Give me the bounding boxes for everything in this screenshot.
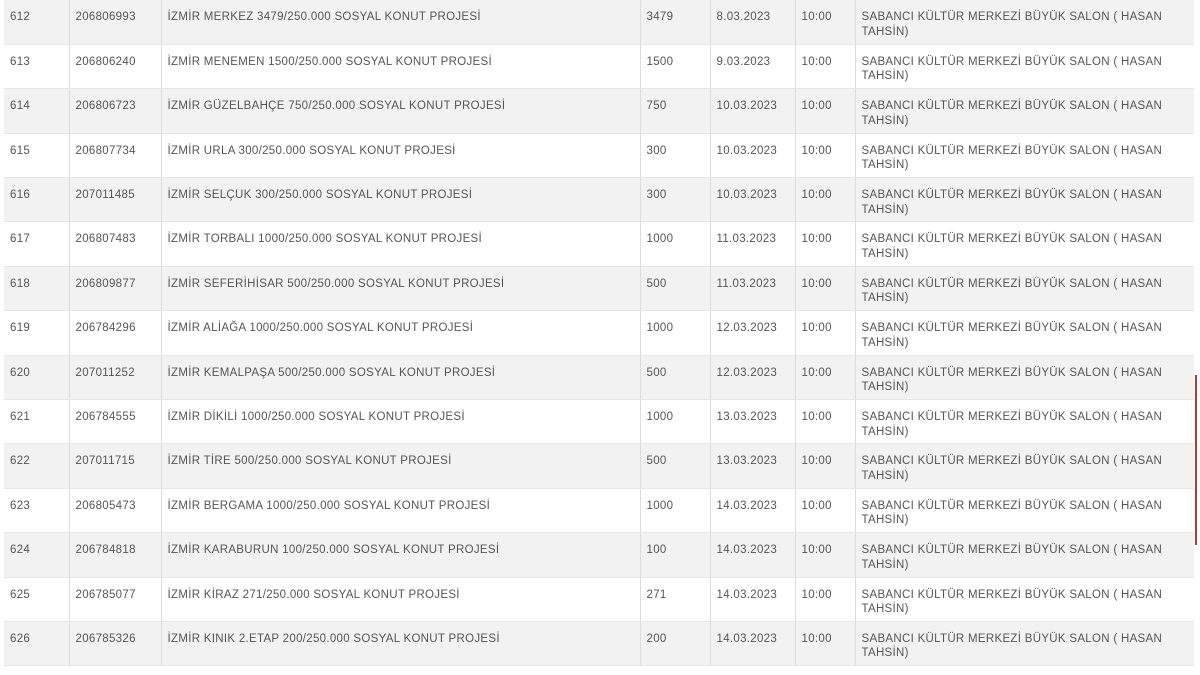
row-number-cell: 618	[4, 266, 69, 310]
draw-time-cell: 10:00	[795, 266, 855, 310]
project-name-cell: İZMİR SELÇUK 300/250.000 SOSYAL KONUT PROJESİ	[161, 178, 640, 222]
table-row	[4, 89, 1194, 133]
housing-count-cell: 500	[640, 355, 710, 399]
housing-count-cell: 500	[640, 266, 710, 310]
draw-date-cell: 14.03.2023	[710, 533, 795, 577]
table-row	[4, 488, 1194, 532]
project-name-cell: İZMİR KARABURUN 100/250.000 SOSYAL KONUT PROJESİ	[161, 533, 640, 577]
draw-location-cell: SABANCI KÜLTÜR MERKEZİ BÜYÜK SALON ( HASAN TAHSİN)	[855, 89, 1194, 133]
table-row	[4, 44, 1194, 88]
draw-location-cell: SABANCI KÜLTÜR MERKEZİ BÜYÜK SALON ( HASAN TAHSİN)	[855, 178, 1194, 222]
project-id-cell: 206785326	[69, 621, 161, 665]
draw-location-cell: SABANCI KÜLTÜR MERKEZİ BÜYÜK SALON ( HASAN TAHSİN)	[855, 222, 1194, 266]
draw-date-cell: 14.03.2023	[710, 577, 795, 621]
row-number-cell: 617	[4, 222, 69, 266]
draw-time-cell: 10:00	[795, 222, 855, 266]
housing-count-cell: 3479	[640, 0, 710, 44]
project-id-cell: 206806993	[69, 0, 161, 44]
project-id-cell: 206807483	[69, 222, 161, 266]
housing-count-cell: 271	[640, 577, 710, 621]
draw-date-cell: 13.03.2023	[710, 400, 795, 444]
row-number-cell: 615	[4, 133, 69, 177]
table-row	[4, 133, 1194, 177]
draw-time-cell: 10:00	[795, 577, 855, 621]
draw-date-cell: 14.03.2023	[710, 621, 795, 665]
draw-location-cell: SABANCI KÜLTÜR MERKEZİ BÜYÜK SALON ( HASAN TAHSİN)	[855, 533, 1194, 577]
housing-count-cell: 1000	[640, 400, 710, 444]
draw-date-cell: 13.03.2023	[710, 444, 795, 488]
draw-time-cell: 10:00	[795, 44, 855, 88]
project-name-cell: İZMİR TİRE 500/250.000 SOSYAL KONUT PROJESİ	[161, 444, 640, 488]
housing-count-cell: 1000	[640, 311, 710, 355]
housing-count-cell: 300	[640, 178, 710, 222]
project-id-cell: 207011485	[69, 178, 161, 222]
housing-count-cell: 200	[640, 621, 710, 665]
draw-time-cell: 10:00	[795, 533, 855, 577]
project-id-cell: 206784296	[69, 311, 161, 355]
row-number-cell: 622	[4, 444, 69, 488]
row-number-cell: 612	[4, 0, 69, 44]
project-name-cell: İZMİR SEFERİHİSAR 500/250.000 SOSYAL KONUT PROJESİ	[161, 266, 640, 310]
housing-count-cell: 750	[640, 89, 710, 133]
project-id-cell: 206784818	[69, 533, 161, 577]
project-id-cell: 206806723	[69, 89, 161, 133]
table-row	[4, 621, 1194, 665]
table-row	[4, 577, 1194, 621]
draw-location-cell: SABANCI KÜLTÜR MERKEZİ BÜYÜK SALON ( HASAN TAHSİN)	[855, 133, 1194, 177]
project-id-cell: 206806240	[69, 44, 161, 88]
table-row	[4, 355, 1194, 399]
draw-date-cell: 14.03.2023	[710, 488, 795, 532]
project-id-cell: 207011252	[69, 355, 161, 399]
draw-time-cell: 10:00	[795, 0, 855, 44]
draw-time-cell: 10:00	[795, 444, 855, 488]
table-row	[4, 178, 1194, 222]
draw-time-cell: 10:00	[795, 311, 855, 355]
draw-location-cell: SABANCI KÜLTÜR MERKEZİ BÜYÜK SALON ( HASAN TAHSİN)	[855, 577, 1194, 621]
housing-count-cell: 500	[640, 444, 710, 488]
housing-count-cell: 100	[640, 533, 710, 577]
project-id-cell: 206809877	[69, 266, 161, 310]
draw-date-cell: 8.03.2023	[710, 0, 795, 44]
table-row	[4, 222, 1194, 266]
table-row	[4, 0, 1194, 44]
project-name-cell: İZMİR BERGAMA 1000/250.000 SOSYAL KONUT PROJESİ	[161, 488, 640, 532]
housing-count-cell: 1000	[640, 222, 710, 266]
project-id-cell: 206807734	[69, 133, 161, 177]
row-number-cell: 619	[4, 311, 69, 355]
table-row	[4, 444, 1194, 488]
draw-schedule-table	[4, 0, 1194, 666]
project-name-cell: İZMİR KEMALPAŞA 500/250.000 SOSYAL KONUT PROJESİ	[161, 355, 640, 399]
project-id-cell: 207011715	[69, 444, 161, 488]
draw-date-cell: 10.03.2023	[710, 133, 795, 177]
draw-location-cell: SABANCI KÜLTÜR MERKEZİ BÜYÜK SALON ( HASAN TAHSİN)	[855, 355, 1194, 399]
draw-date-cell: 11.03.2023	[710, 222, 795, 266]
draw-time-cell: 10:00	[795, 621, 855, 665]
project-id-cell: 206785077	[69, 577, 161, 621]
draw-time-cell: 10:00	[795, 355, 855, 399]
housing-count-cell: 1500	[640, 44, 710, 88]
project-name-cell: İZMİR ALİAĞA 1000/250.000 SOSYAL KONUT PROJESİ	[161, 311, 640, 355]
table-row	[4, 311, 1194, 355]
draw-date-cell: 9.03.2023	[710, 44, 795, 88]
draw-location-cell: SABANCI KÜLTÜR MERKEZİ BÜYÜK SALON ( HASAN TAHSİN)	[855, 44, 1194, 88]
project-name-cell: İZMİR KINIK 2.ETAP 200/250.000 SOSYAL KONUT PROJESİ	[161, 621, 640, 665]
draw-date-cell: 10.03.2023	[710, 89, 795, 133]
draw-time-cell: 10:00	[795, 133, 855, 177]
housing-count-cell: 1000	[640, 488, 710, 532]
draw-location-cell: SABANCI KÜLTÜR MERKEZİ BÜYÜK SALON ( HASAN TAHSİN)	[855, 266, 1194, 310]
project-name-cell: İZMİR KİRAZ 271/250.000 SOSYAL KONUT PROJESİ	[161, 577, 640, 621]
draw-time-cell: 10:00	[795, 488, 855, 532]
draw-location-cell: SABANCI KÜLTÜR MERKEZİ BÜYÜK SALON ( HASAN TAHSİN)	[855, 311, 1194, 355]
table-body	[4, 0, 1194, 666]
draw-location-cell: SABANCI KÜLTÜR MERKEZİ BÜYÜK SALON ( HASAN TAHSİN)	[855, 400, 1194, 444]
draw-time-cell: 10:00	[795, 89, 855, 133]
row-number-cell: 621	[4, 400, 69, 444]
row-number-cell: 624	[4, 533, 69, 577]
draw-location-cell: SABANCI KÜLTÜR MERKEZİ BÜYÜK SALON ( HASAN TAHSİN)	[855, 488, 1194, 532]
project-id-cell: 206784555	[69, 400, 161, 444]
draw-location-cell: SABANCI KÜLTÜR MERKEZİ BÜYÜK SALON ( HASAN TAHSİN)	[855, 0, 1194, 44]
row-number-cell: 620	[4, 355, 69, 399]
project-id-cell: 206805473	[69, 488, 161, 532]
row-number-cell: 625	[4, 577, 69, 621]
draw-date-cell: 11.03.2023	[710, 266, 795, 310]
draw-date-cell: 12.03.2023	[710, 311, 795, 355]
edge-mark	[1195, 375, 1197, 545]
draw-date-cell: 12.03.2023	[710, 355, 795, 399]
row-number-cell: 623	[4, 488, 69, 532]
draw-date-cell: 10.03.2023	[710, 178, 795, 222]
table-row	[4, 533, 1194, 577]
project-name-cell: İZMİR URLA 300/250.000 SOSYAL KONUT PROJESİ	[161, 133, 640, 177]
row-number-cell: 626	[4, 621, 69, 665]
draw-time-cell: 10:00	[795, 178, 855, 222]
project-name-cell: İZMİR MENEMEN 1500/250.000 SOSYAL KONUT PROJESİ	[161, 44, 640, 88]
housing-count-cell: 300	[640, 133, 710, 177]
draw-location-cell: SABANCI KÜLTÜR MERKEZİ BÜYÜK SALON ( HASAN TAHSİN)	[855, 444, 1194, 488]
project-name-cell: İZMİR TORBALI 1000/250.000 SOSYAL KONUT PROJESİ	[161, 222, 640, 266]
row-number-cell: 614	[4, 89, 69, 133]
row-number-cell: 616	[4, 178, 69, 222]
project-name-cell: İZMİR GÜZELBAHÇE 750/250.000 SOSYAL KONUT PROJESİ	[161, 89, 640, 133]
project-name-cell: İZMİR MERKEZ 3479/250.000 SOSYAL KONUT PROJESİ	[161, 0, 640, 44]
project-name-cell: İZMİR DİKİLİ 1000/250.000 SOSYAL KONUT PROJESİ	[161, 400, 640, 444]
table-row	[4, 266, 1194, 310]
row-number-cell: 613	[4, 44, 69, 88]
table-row	[4, 400, 1194, 444]
draw-location-cell: SABANCI KÜLTÜR MERKEZİ BÜYÜK SALON ( HASAN TAHSİN)	[855, 621, 1194, 665]
draw-time-cell: 10:00	[795, 400, 855, 444]
